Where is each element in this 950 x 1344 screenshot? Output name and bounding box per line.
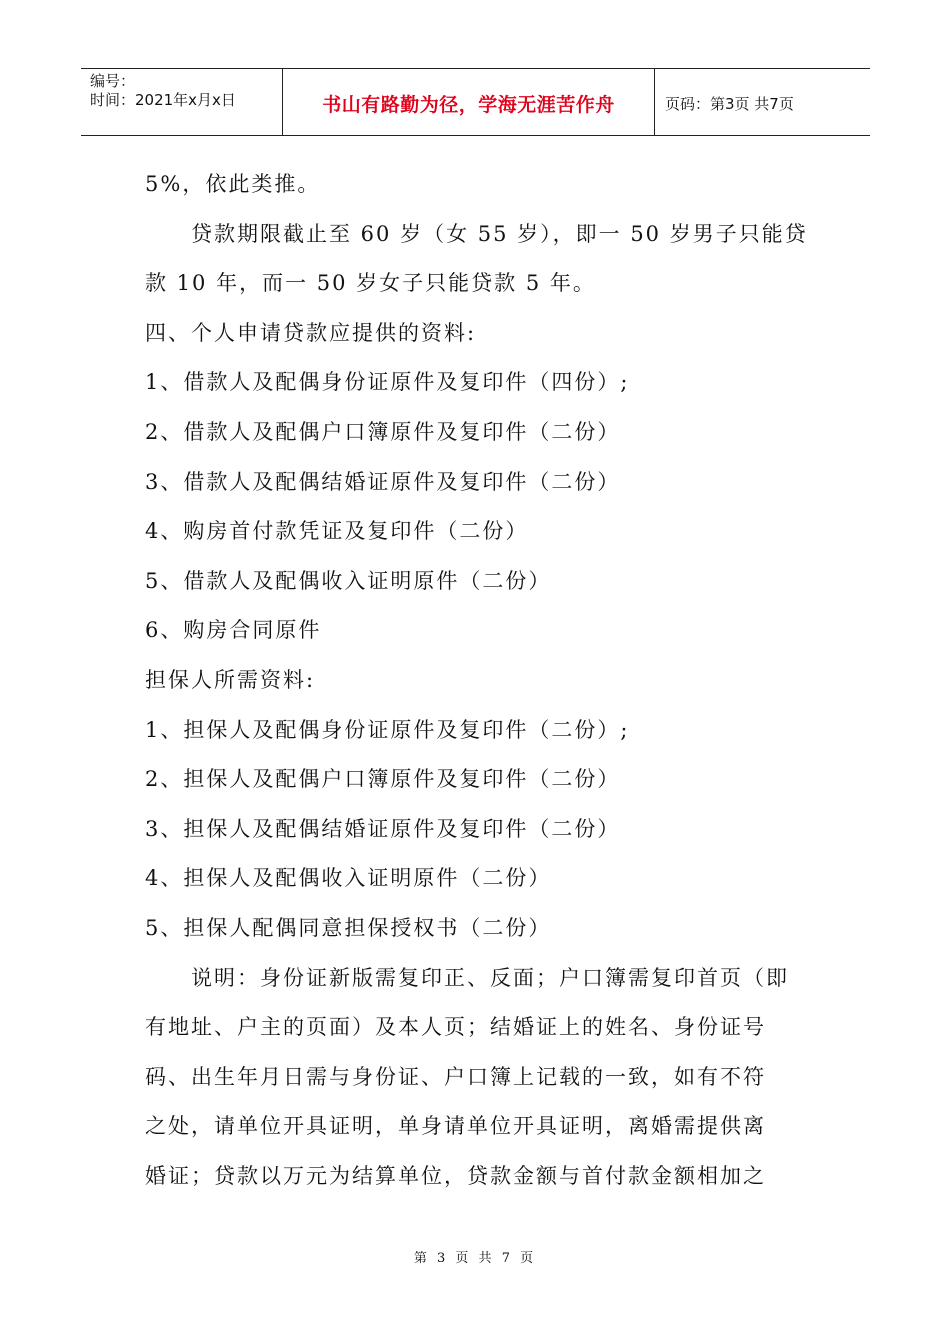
body-line: 5、担保人配偶同意担保授权书（二份） [145,915,552,940]
header-page-info: 页码：第3页 共7页 [665,95,794,113]
body-line: 担保人所需资料: [145,667,316,692]
body-line: 5、借款人及配偶收入证明原件（二份） [145,568,552,593]
body-line: 有地址、户主的页面）及本人页；结婚证上的姓名、身份证号 [145,1015,766,1040]
document-body [145,160,810,1201]
body-line: 6、购房合同原件 [145,618,322,643]
body-line: 之处，请单位开具证明，单身请单位开具证明，离婚需提供离 [145,1114,766,1139]
page-header [81,68,870,136]
document-number-label: 编号： [90,72,136,90]
body-line: 3、担保人及配偶结婚证原件及复印件（二份） [145,816,621,841]
body-line: 2、借款人及配偶户口簿原件及复印件（二份） [145,419,621,444]
body-line: 婚证；贷款以万元为结算单位，贷款金额与首付款金额相加之 [145,1163,766,1188]
body-line: 码、出生年月日需与身份证、户口簿上记载的一致，如有不符 [145,1064,766,1089]
body-line: 3、借款人及配偶结婚证原件及复印件（二份） [145,469,621,494]
body-line: 4、购房首付款凭证及复印件（二份） [145,519,529,544]
body-line: 4、担保人及配偶收入证明原件（二份） [145,866,552,891]
body-line: 1、借款人及配偶身份证原件及复印件（四份）; [145,370,630,395]
body-line: 款 10 年，而一 50 岁女子只能贷款 5 年。 [145,271,596,296]
document-date: 时间：2021年x月x日 [90,91,236,109]
header-motto: 书山有路勤为径，学海无涯苦作舟 [283,69,655,135]
body-line: 2、担保人及配偶户口簿原件及复印件（二份） [145,767,621,792]
header-meta [81,69,283,135]
body-line: 说明：身份证新版需复印正、反面；户口簿需复印首页（即 [191,965,789,990]
body-line: 四、个人申请贷款应提供的资料: [145,320,477,345]
body-line: 5%，依此类推。 [145,172,321,196]
body-line: 贷款期限截止至 60 岁（女 55 岁），即一 50 岁男子只能贷 [191,221,808,246]
page-footer-number: 第 3 页 共 7 页 [413,1251,537,1266]
body-line: 1、担保人及配偶身份证原件及复印件（二份）; [145,717,630,742]
